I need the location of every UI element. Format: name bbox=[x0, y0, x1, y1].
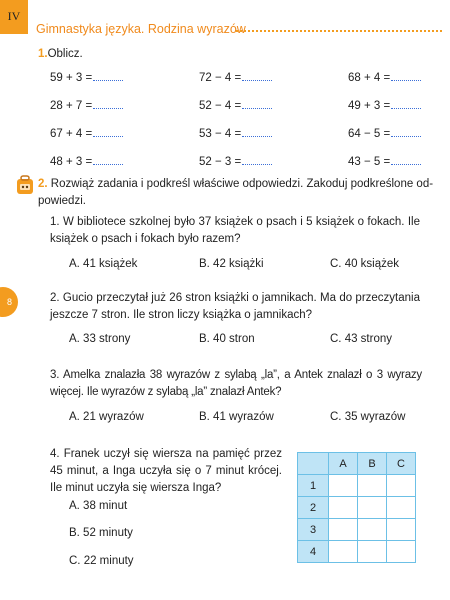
backpack-icon bbox=[14, 174, 36, 196]
equation: 49 + 3 = bbox=[348, 99, 421, 112]
column-header: C bbox=[387, 453, 416, 475]
table-cell[interactable] bbox=[358, 497, 387, 519]
table-corner bbox=[298, 453, 329, 475]
task1-heading bbox=[38, 46, 83, 63]
equation: 43 − 5 = bbox=[348, 155, 421, 168]
table-cell[interactable] bbox=[329, 475, 358, 497]
problem-4-option-a[interactable]: A. 38 minut bbox=[69, 500, 128, 512]
equation: 28 + 7 = bbox=[50, 99, 123, 112]
row-header: 3 bbox=[298, 519, 329, 541]
answer-code-table bbox=[297, 452, 416, 563]
problem-3-text: 3. Amelka znalazła 38 wyrazów z sylabą „la”, a Antek znalazł o 3 wyrazy więcej. Ile wyrazów z sylabą „la” znalazł Antek? bbox=[50, 369, 422, 398]
table-row bbox=[298, 475, 416, 497]
problem-1-option-c[interactable]: C. 40 książek bbox=[330, 258, 400, 270]
answer-blank[interactable] bbox=[242, 99, 272, 109]
table-cell[interactable] bbox=[329, 497, 358, 519]
row-header: 4 bbox=[298, 541, 329, 563]
problem-2-option-c[interactable]: C. 43 strony bbox=[330, 333, 392, 345]
equation: 53 − 4 = bbox=[199, 127, 272, 140]
row-header: 2 bbox=[298, 497, 329, 519]
problem-4-text: 4. Franek uczył się wiersza na pamięć przez 45 minut, a Inga uczyła się o 7 minut krócej. Ile minut uczyła się wiersza Inga? bbox=[50, 448, 282, 494]
column-header: A bbox=[329, 453, 358, 475]
page-title: Gimnastyka języka. Rodzina wyrazów bbox=[36, 22, 246, 36]
table-row bbox=[298, 519, 416, 541]
table-cell[interactable] bbox=[387, 497, 416, 519]
answer-blank[interactable] bbox=[242, 71, 272, 81]
equation: 64 − 5 = bbox=[348, 127, 421, 140]
table-cell[interactable] bbox=[387, 475, 416, 497]
table-cell[interactable] bbox=[329, 541, 358, 563]
table-cell[interactable] bbox=[387, 519, 416, 541]
answer-blank[interactable] bbox=[93, 99, 123, 109]
answer-blank[interactable] bbox=[391, 71, 421, 81]
problem-4-option-b[interactable]: B. 52 minuty bbox=[69, 527, 133, 539]
problem-2-option-b[interactable]: B. 40 stron bbox=[199, 333, 255, 345]
page-number: 8 bbox=[0, 287, 18, 317]
task2-label-line2: powiedzi. bbox=[38, 195, 86, 207]
task1-label: Oblicz. bbox=[47, 48, 83, 60]
problem-1-option-b[interactable]: B. 42 książki bbox=[199, 258, 264, 270]
answer-blank[interactable] bbox=[93, 71, 123, 81]
table-row bbox=[298, 497, 416, 519]
answer-blank[interactable] bbox=[391, 155, 421, 165]
column-header: B bbox=[358, 453, 387, 475]
equation: 72 − 4 = bbox=[199, 71, 272, 84]
problem-2-option-a[interactable]: A. 33 strony bbox=[69, 333, 131, 345]
answer-blank[interactable] bbox=[93, 155, 123, 165]
answer-blank[interactable] bbox=[391, 127, 421, 137]
task2-heading bbox=[38, 176, 442, 210]
equation: 59 + 3 = bbox=[50, 71, 123, 84]
table-cell[interactable] bbox=[358, 519, 387, 541]
table-cell[interactable] bbox=[329, 519, 358, 541]
problem-2-text: 2. Gucio przeczytał już 26 stron książki o jamnikach. Ma do przeczytania jeszcze 7 stron. Ile stron liczy książka o jamnikach? bbox=[50, 292, 420, 321]
chapter-badge: IV bbox=[0, 0, 28, 34]
equation: 67 + 4 = bbox=[50, 127, 123, 140]
equation: 48 + 3 = bbox=[50, 155, 123, 168]
title-dotted-line bbox=[236, 30, 442, 32]
equation: 68 + 4 = bbox=[348, 71, 421, 84]
task2-number: 2. bbox=[38, 178, 48, 190]
answer-blank[interactable] bbox=[391, 99, 421, 109]
task2-label-line1: Rozwiąż zadania i podkreśl właściwe odpowiedzi. Zakoduj podkreślone od- bbox=[50, 178, 434, 190]
answer-blank[interactable] bbox=[242, 127, 272, 137]
table-cell[interactable] bbox=[387, 541, 416, 563]
task1-number: 1. bbox=[38, 48, 48, 60]
equation: 52 − 4 = bbox=[199, 99, 272, 112]
row-header: 1 bbox=[298, 475, 329, 497]
problem-3-option-a[interactable]: A. 21 wyrazów bbox=[69, 411, 144, 423]
problem-4-option-c[interactable]: C. 22 minuty bbox=[69, 555, 134, 567]
equation: 52 − 3 = bbox=[199, 155, 272, 168]
table-cell[interactable] bbox=[358, 475, 387, 497]
answer-blank[interactable] bbox=[93, 127, 123, 137]
table-header-row bbox=[298, 453, 416, 475]
problem-1-option-a[interactable]: A. 41 książek bbox=[69, 258, 138, 270]
table-row bbox=[298, 541, 416, 563]
problem-1-text: 1. W bibliotece szkolnej było 37 książek o psach i 5 książek o fokach. Ile książek o psach i fokach było razem? bbox=[50, 216, 420, 245]
problem-3-option-b[interactable]: B. 41 wyrazów bbox=[199, 411, 274, 423]
problem-3-option-c[interactable]: C. 35 wyrazów bbox=[330, 411, 406, 423]
table-cell[interactable] bbox=[358, 541, 387, 563]
answer-blank[interactable] bbox=[242, 155, 272, 165]
